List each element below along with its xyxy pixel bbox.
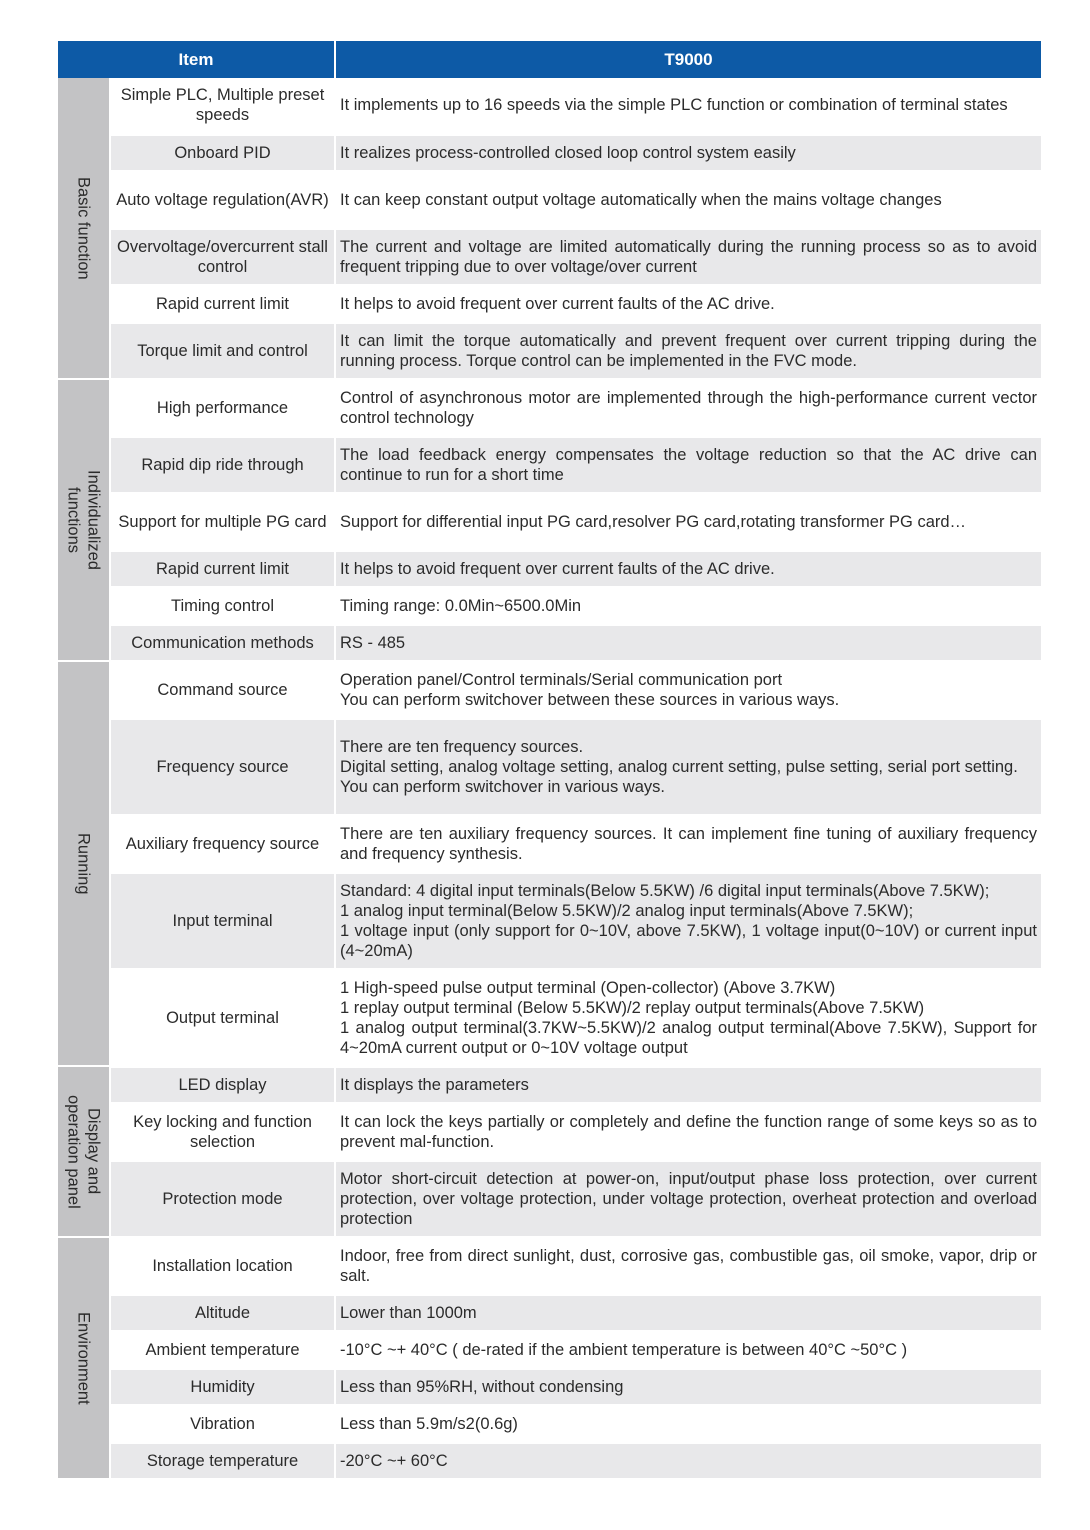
table-header-row bbox=[58, 41, 1041, 78]
row-desc: There are ten frequency sources. Digital setting, analog voltage setting, analog current setting, pulse setting, serial port setting. You can perform switchover in various ways. bbox=[335, 718, 1041, 815]
category-label: Basic function bbox=[74, 176, 93, 280]
category-label: Environment bbox=[74, 1311, 93, 1405]
row-desc: RS - 485 bbox=[335, 624, 1041, 661]
row-desc: 1 High-speed pulse output terminal (Open-collector) (Above 3.7KW) 1 replay output terminal (Below 5.5KW)/2 replay output terminals(Above 7.5KW) 1 analog output terminal(3.7KW~5.5KW)/2 analog output terminal(Above 7.5KW), Support for 4~20mA current output or 0~10V voltage output bbox=[335, 969, 1041, 1066]
table-row bbox=[58, 379, 1041, 436]
row-item: Ambient temperature bbox=[110, 1331, 335, 1368]
table-row bbox=[58, 285, 1041, 322]
table-row bbox=[58, 1405, 1041, 1442]
table-row bbox=[58, 661, 1041, 718]
table-row bbox=[58, 228, 1041, 285]
category-environment bbox=[58, 1237, 110, 1479]
category-individualized-functions bbox=[58, 379, 110, 661]
table-row bbox=[58, 718, 1041, 815]
row-desc: There are ten auxiliary frequency sources. It can implement fine tuning of auxiliary frequency and frequency synthesis. bbox=[335, 815, 1041, 872]
row-desc: It displays the parameters bbox=[335, 1066, 1041, 1103]
row-item: Installation location bbox=[110, 1237, 335, 1294]
row-item: LED display bbox=[110, 1066, 335, 1103]
row-desc: Operation panel/Control terminals/Serial communication port You can perform switchover between these sources in various ways. bbox=[335, 661, 1041, 718]
row-item: Storage temperature bbox=[110, 1442, 335, 1479]
row-desc: It implements up to 16 speeds via the simple PLC function or combination of terminal states bbox=[335, 78, 1041, 134]
row-item: Output terminal bbox=[110, 969, 335, 1066]
table-row bbox=[58, 171, 1041, 228]
row-item: Auto voltage regulation(AVR) bbox=[110, 171, 335, 228]
row-item: Altitude bbox=[110, 1294, 335, 1331]
row-item: Communication methods bbox=[110, 624, 335, 661]
row-desc: Indoor, free from direct sunlight, dust, corrosive gas, combustible gas, oil smoke, vapor, drip or salt. bbox=[335, 1237, 1041, 1294]
row-desc: Less than 95%RH, without condensing bbox=[335, 1368, 1041, 1405]
table-row bbox=[58, 1160, 1041, 1237]
row-desc: It can limit the torque automatically and prevent frequent over current tripping during the running process. Torque control can be implemented in the FVC mode. bbox=[335, 322, 1041, 379]
row-desc: Motor short-circuit detection at power-on, input/output phase loss protection, over current protection, over voltage protection, under voltage protection, overheat protection and overload protection bbox=[335, 1160, 1041, 1237]
table-row bbox=[58, 1066, 1041, 1103]
row-item: Auxiliary frequency source bbox=[110, 815, 335, 872]
category-label: Display and operation panel bbox=[64, 1094, 103, 1209]
table-row bbox=[58, 493, 1041, 550]
row-desc: The current and voltage are limited automatically during the running process so as to avoid frequent tripping due to over voltage/over current bbox=[335, 228, 1041, 285]
table-row bbox=[58, 1237, 1041, 1294]
row-item: Onboard PID bbox=[110, 134, 335, 171]
category-running bbox=[58, 661, 110, 1066]
table-row bbox=[58, 322, 1041, 379]
row-item: High performance bbox=[110, 379, 335, 436]
table-row bbox=[58, 872, 1041, 969]
table-row bbox=[58, 969, 1041, 1066]
row-desc: Lower than 1000m bbox=[335, 1294, 1041, 1331]
row-item: Timing control bbox=[110, 587, 335, 624]
table-row bbox=[58, 134, 1041, 171]
row-item: Rapid current limit bbox=[110, 285, 335, 322]
row-item: Torque limit and control bbox=[110, 322, 335, 379]
row-item: Rapid dip ride through bbox=[110, 436, 335, 493]
table-row bbox=[58, 815, 1041, 872]
category-basic-function bbox=[58, 78, 110, 379]
category-display-operation-panel bbox=[58, 1066, 110, 1237]
row-desc: It helps to avoid frequent over current faults of the AC drive. bbox=[335, 285, 1041, 322]
row-item: Simple PLC, Multiple preset speeds bbox=[110, 78, 335, 134]
row-item: Overvoltage/overcurrent stall control bbox=[110, 228, 335, 285]
row-desc: Standard: 4 digital input terminals(Below 5.5KW) /6 digital input terminals(Above 7.5KW); 1 analog input terminal(Below 5.5KW)/2 analog input terminals(Above 7.5KW); 1 voltage input (only support for 0~10V, above 7.5KW), 1 voltage input(0~10V) or current input (4~20mA) bbox=[335, 872, 1041, 969]
row-item: Humidity bbox=[110, 1368, 335, 1405]
row-item: Vibration bbox=[110, 1405, 335, 1442]
row-desc: It helps to avoid frequent over current faults of the AC drive. bbox=[335, 550, 1041, 587]
table-row bbox=[58, 1294, 1041, 1331]
row-item: Frequency source bbox=[110, 718, 335, 815]
row-desc: The load feedback energy compensates the voltage reduction so that the AC drive can continue to run for a short time bbox=[335, 436, 1041, 493]
row-item: Protection mode bbox=[110, 1160, 335, 1237]
table-row bbox=[58, 1368, 1041, 1405]
category-label: Running bbox=[74, 832, 93, 895]
row-desc: -20°C ~+ 60°C bbox=[335, 1442, 1041, 1479]
row-item: Command source bbox=[110, 661, 335, 718]
table-row bbox=[58, 78, 1041, 134]
row-desc: It can lock the keys partially or completely and define the function range of some keys so as to prevent mal-function. bbox=[335, 1103, 1041, 1160]
header-item: Item bbox=[58, 41, 335, 78]
row-item: Input terminal bbox=[110, 872, 335, 969]
row-desc: Support for differential input PG card,resolver PG card,rotating transformer PG card… bbox=[335, 493, 1041, 550]
row-desc: Timing range: 0.0Min~6500.0Min bbox=[335, 587, 1041, 624]
row-desc: Control of asynchronous motor are implemented through the high-performance current vector control technology bbox=[335, 379, 1041, 436]
row-desc: It realizes process-controlled closed loop control system easily bbox=[335, 134, 1041, 171]
table-row bbox=[58, 550, 1041, 587]
category-label: Individualized functions bbox=[64, 470, 103, 570]
row-item: Key locking and function selection bbox=[110, 1103, 335, 1160]
table-row bbox=[58, 1103, 1041, 1160]
table-row bbox=[58, 436, 1041, 493]
header-model: T9000 bbox=[335, 41, 1041, 78]
table-row bbox=[58, 1331, 1041, 1368]
spec-table bbox=[58, 41, 1041, 1481]
row-desc: -10°C ~+ 40°C ( de-rated if the ambient temperature is between 40°C ~50°C ) bbox=[335, 1331, 1041, 1368]
row-item: Support for multiple PG card bbox=[110, 493, 335, 550]
table-row bbox=[58, 587, 1041, 624]
table-row bbox=[58, 1442, 1041, 1479]
table-row bbox=[58, 624, 1041, 661]
row-item: Rapid current limit bbox=[110, 550, 335, 587]
row-desc: It can keep constant output voltage automatically when the mains voltage changes bbox=[335, 171, 1041, 228]
row-desc: Less than 5.9m/s2(0.6g) bbox=[335, 1405, 1041, 1442]
